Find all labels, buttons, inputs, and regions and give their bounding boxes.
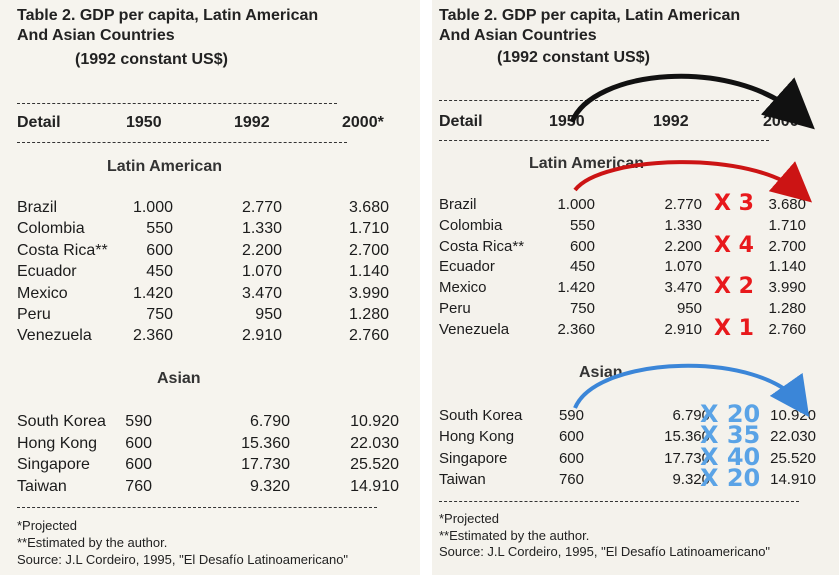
- left-latin-1992: 950: [255, 306, 282, 323]
- right-latin-country: Brazil: [439, 196, 477, 213]
- left-latin-2000: 1.280: [348, 306, 389, 323]
- right-asian-1992: 9.320: [672, 471, 710, 488]
- left-asian-country: South Korea: [17, 413, 106, 430]
- right-header-1992: 1992: [653, 113, 689, 130]
- right-latin-country: Costa Rica**: [439, 238, 525, 255]
- left-asian-1992: 6.790: [249, 413, 290, 430]
- left-rule-header: [17, 142, 347, 143]
- left-latin-1950: 600: [146, 242, 173, 259]
- left-header-2000: 2000*: [342, 114, 384, 131]
- right-asian-1950: 590: [558, 407, 584, 424]
- left-asian-2000: 25.520: [350, 456, 399, 473]
- right-latin-2000: 1.140: [768, 258, 806, 275]
- left-rule-top: [17, 103, 337, 104]
- right-title-line1: Table 2. GDP per capita, Latin American: [439, 7, 741, 24]
- left-latin-country: Brazil: [17, 199, 58, 216]
- right-asian-country: Hong Kong: [439, 428, 515, 445]
- right-asian-1950: 600: [558, 428, 584, 445]
- left-asian-country: Hong Kong: [17, 435, 98, 452]
- right-asian-1950: 760: [558, 471, 584, 488]
- annotated-table-panel: [432, 0, 839, 575]
- left-asian-1950: 600: [125, 435, 152, 452]
- right-latin-1992: 950: [676, 300, 702, 317]
- right-subtitle: (1992 constant US$): [497, 49, 650, 66]
- left-asian-1950: 600: [125, 456, 152, 473]
- left-latin-1992: 1.070: [241, 263, 282, 280]
- right-header-detail: Detail: [439, 113, 483, 130]
- left-asian-country: Taiwan: [17, 478, 67, 495]
- left-asian-2000: 10.920: [350, 413, 399, 430]
- right-latin-1992: 2.770: [664, 196, 702, 213]
- right-asian-1992: 15.360: [664, 428, 710, 445]
- left-latin-country: Venezuela: [17, 327, 92, 344]
- left-latin-country: Ecuador: [17, 263, 77, 280]
- right-latin-2000: 2.700: [768, 238, 806, 255]
- right-latin-country: Peru: [439, 300, 471, 317]
- left-latin-country: Costa Rica**: [17, 242, 108, 259]
- right-note-projected: *Projected: [439, 511, 499, 526]
- latin-growth-arrow: [575, 162, 800, 192]
- right-latin-2000: 3.990: [768, 279, 806, 296]
- right-latin-1992: 2.910: [664, 321, 702, 338]
- left-latin-2000: 2.760: [348, 327, 389, 344]
- left-section-latin: Latin American: [107, 158, 222, 175]
- asian-multiplier: X 20: [700, 464, 761, 492]
- latin-multiplier: X 1: [714, 316, 754, 341]
- right-latin-country: Venezuela: [439, 321, 510, 338]
- right-latin-1950: 1.000: [557, 196, 595, 213]
- right-latin-1950: 2.360: [557, 321, 595, 338]
- left-asian-1950: 590: [125, 413, 152, 430]
- left-title-line1: Table 2. GDP per capita, Latin American: [17, 7, 319, 24]
- left-header-1992: 1992: [234, 114, 270, 131]
- right-latin-1950: 550: [569, 217, 595, 234]
- year-span-arrow: [572, 76, 800, 122]
- right-latin-1950: 600: [569, 238, 595, 255]
- right-asian-country: Singapore: [439, 450, 508, 467]
- right-latin-1992: 2.200: [664, 238, 702, 255]
- left-latin-2000: 1.710: [348, 220, 389, 237]
- left-latin-2000: 3.680: [348, 199, 389, 216]
- right-latin-1950: 750: [569, 300, 595, 317]
- right-latin-country: Ecuador: [439, 258, 495, 275]
- left-latin-1950: 1.000: [132, 199, 173, 216]
- left-header-1950: 1950: [126, 114, 162, 131]
- left-latin-1950: 1.420: [132, 285, 173, 302]
- left-asian-1950: 760: [125, 478, 152, 495]
- latin-multiplier: X 2: [714, 274, 754, 299]
- right-title-line2: And Asian Countries: [439, 27, 597, 44]
- right-asian-country: Taiwan: [439, 471, 486, 488]
- left-latin-country: Mexico: [17, 285, 68, 302]
- left-latin-1950: 550: [146, 220, 173, 237]
- right-header-2000: 2000*: [763, 113, 805, 130]
- left-asian-2000: 22.030: [350, 435, 399, 452]
- left-latin-country: Peru: [17, 306, 51, 323]
- panel-divider: [420, 0, 432, 575]
- right-latin-1992: 3.470: [664, 279, 702, 296]
- left-note-estimated: **Estimated by the author.: [17, 535, 168, 550]
- annotation-arrows: [432, 0, 839, 575]
- right-section-asian: Asian: [579, 364, 623, 381]
- right-section-latin: Latin American: [529, 155, 644, 172]
- left-latin-2000: 2.700: [348, 242, 389, 259]
- left-header-detail: Detail: [17, 114, 61, 131]
- asian-multiplier: X 35: [700, 421, 761, 449]
- left-rule-bottom: [17, 507, 377, 508]
- right-asian-2000: 10.920: [770, 407, 816, 424]
- left-asian-1992: 17.730: [241, 456, 290, 473]
- left-latin-2000: 1.140: [348, 263, 389, 280]
- right-asian-2000: 25.520: [770, 450, 816, 467]
- left-asian-2000: 14.910: [350, 478, 399, 495]
- right-asian-country: South Korea: [439, 407, 523, 424]
- left-latin-1950: 2.360: [132, 327, 173, 344]
- right-latin-1992: 1.070: [664, 258, 702, 275]
- right-asian-2000: 14.910: [770, 471, 816, 488]
- latin-multiplier: X 3: [714, 191, 754, 216]
- left-latin-country: Colombia: [17, 220, 85, 237]
- left-asian-1992: 9.320: [249, 478, 290, 495]
- right-asian-2000: 22.030: [770, 428, 816, 445]
- left-latin-1992: 2.200: [241, 242, 282, 259]
- latin-multiplier: X 4: [714, 233, 754, 258]
- asian-growth-arrow: [575, 366, 800, 408]
- left-latin-1950: 750: [146, 306, 173, 323]
- right-asian-1992: 17.730: [664, 450, 710, 467]
- left-asian-country: Singapore: [17, 456, 90, 473]
- asian-multiplier: X 20: [700, 400, 761, 428]
- right-latin-2000: 1.710: [768, 217, 806, 234]
- right-note-source: Source: J.L Cordeiro, 1995, "El Desafío Latinoamericano": [439, 544, 771, 559]
- right-latin-2000: 3.680: [768, 196, 806, 213]
- right-asian-1992: 6.790: [672, 407, 710, 424]
- left-latin-1950: 450: [146, 263, 173, 280]
- left-latin-1992: 2.770: [241, 199, 282, 216]
- right-latin-1950: 1.420: [557, 279, 595, 296]
- right-latin-2000: 1.280: [768, 300, 806, 317]
- left-asian-1992: 15.360: [241, 435, 290, 452]
- left-note-source: Source: J.L Cordeiro, 1995, "El Desafío Latinoamericano": [17, 552, 349, 567]
- left-note-projected: *Projected: [17, 518, 77, 533]
- right-latin-country: Mexico: [439, 279, 487, 296]
- right-asian-1950: 600: [558, 450, 584, 467]
- asian-multiplier: X 40: [700, 443, 761, 471]
- right-latin-1992: 1.330: [664, 217, 702, 234]
- right-header-1950: 1950: [549, 113, 585, 130]
- left-latin-2000: 3.990: [348, 285, 389, 302]
- left-title-line2: And Asian Countries: [17, 27, 175, 44]
- left-latin-1992: 2.910: [241, 327, 282, 344]
- right-latin-country: Colombia: [439, 217, 503, 234]
- left-subtitle: (1992 constant US$): [75, 51, 228, 68]
- right-latin-1950: 450: [569, 258, 595, 275]
- left-section-asian: Asian: [157, 370, 201, 387]
- left-latin-1992: 3.470: [241, 285, 282, 302]
- right-latin-2000: 2.760: [768, 321, 806, 338]
- left-latin-1992: 1.330: [241, 220, 282, 237]
- right-note-estimated: **Estimated by the author.: [439, 528, 590, 543]
